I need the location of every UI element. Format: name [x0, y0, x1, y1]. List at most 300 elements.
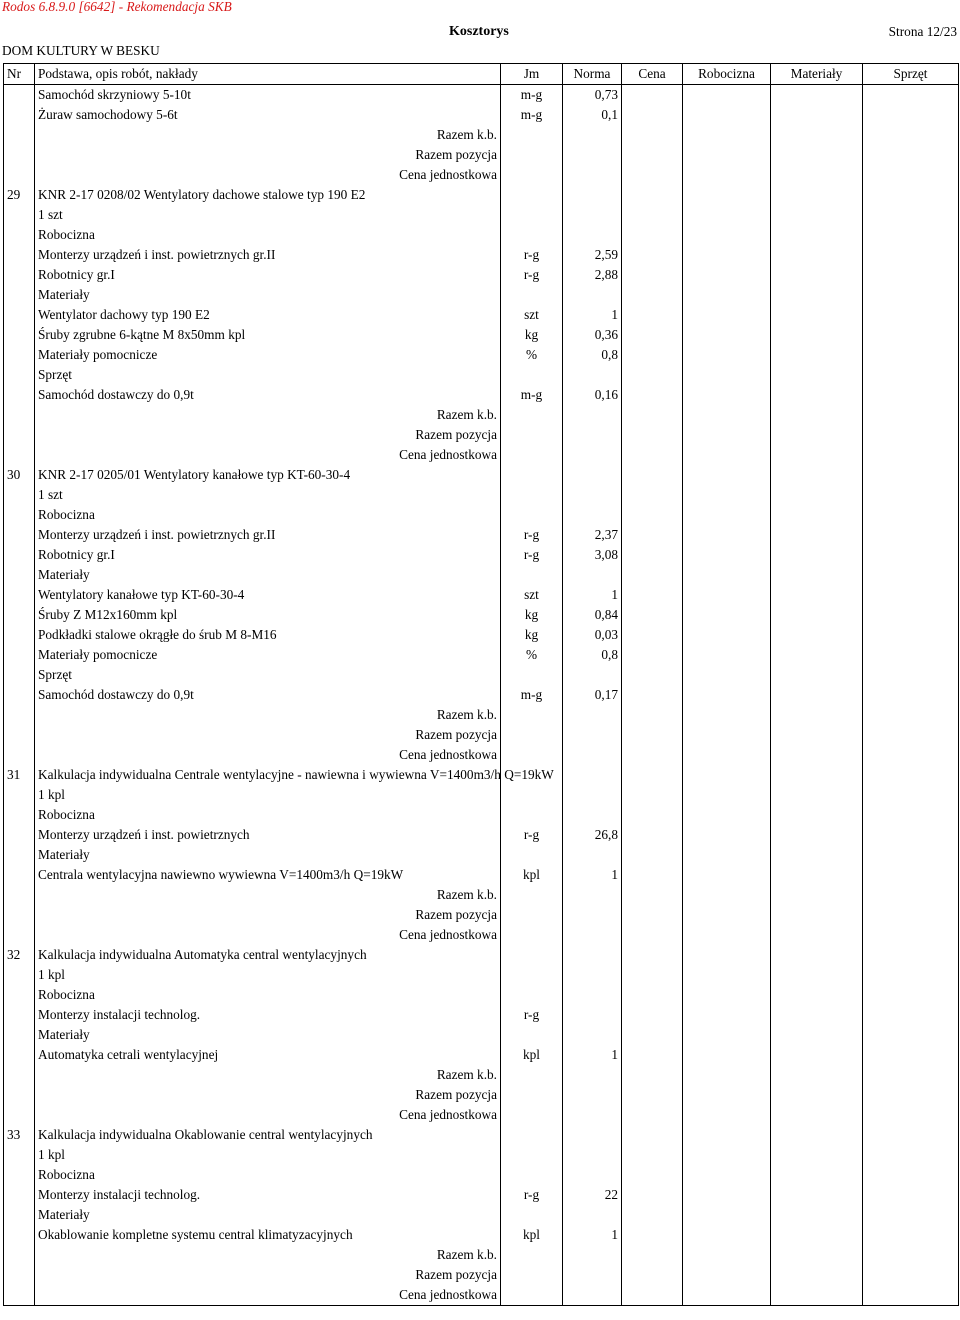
cell-cena [622, 1025, 683, 1045]
cell-robocizna [683, 785, 771, 805]
cell-sprzet [863, 845, 959, 865]
cell-norma [563, 565, 622, 585]
item-norm [563, 1005, 622, 1025]
item-norm: 0,36 [563, 325, 622, 345]
cell-cena [622, 1205, 683, 1225]
table-row [4, 645, 959, 665]
cell-sprzet [863, 765, 959, 785]
cell-nr [4, 165, 35, 185]
item-norm: 0,8 [563, 645, 622, 665]
cell-nr [4, 385, 35, 405]
cell-nr [4, 485, 35, 505]
cell-cena [622, 185, 683, 205]
cell-norma [563, 1165, 622, 1185]
cell-materialy [771, 145, 863, 165]
position-number: 29 [4, 185, 35, 205]
cell-cena [622, 645, 683, 665]
cell-norma [563, 1025, 622, 1045]
cell-sprzet [863, 485, 959, 505]
cell-sprzet [863, 1125, 959, 1145]
item-norm: 0,84 [563, 605, 622, 625]
cell-materialy [771, 1005, 863, 1025]
cell-sprzet [863, 1245, 959, 1265]
cell-robocizna [683, 325, 771, 345]
item-norm: 0,17 [563, 685, 622, 705]
cell-sprzet [863, 405, 959, 425]
cell-nr [4, 1145, 35, 1165]
cell-jm [501, 225, 563, 245]
cell-robocizna [683, 905, 771, 925]
cell-cena [622, 765, 683, 785]
cell-materialy [771, 1165, 863, 1185]
cell-cena [622, 485, 683, 505]
cell-robocizna [683, 485, 771, 505]
item-description: Samochód skrzyniowy 5-10t [35, 85, 501, 106]
item-description: Monterzy instalacji technolog. [35, 1185, 501, 1205]
cell-jm [501, 725, 563, 745]
summary-label: Razem k.b. [35, 1065, 501, 1085]
category-label: Sprzęt [35, 365, 501, 385]
cell-cena [622, 1125, 683, 1145]
cell-norma [563, 925, 622, 945]
cell-norma [563, 445, 622, 465]
document-type: Kosztorys [449, 24, 509, 39]
category-row [4, 365, 959, 385]
cell-robocizna [683, 925, 771, 945]
cell-materialy [771, 1285, 863, 1306]
cell-norma [563, 1065, 622, 1085]
cell-robocizna [683, 305, 771, 325]
cell-cena [622, 365, 683, 385]
cell-materialy [771, 105, 863, 125]
item-norm: 1 [563, 305, 622, 325]
cell-materialy [771, 1105, 863, 1125]
cell-materialy [771, 1025, 863, 1045]
cell-cena [622, 625, 683, 645]
cell-robocizna [683, 765, 771, 785]
cell-nr [4, 205, 35, 225]
item-description: Samochód dostawczy do 0,9t [35, 685, 501, 705]
item-norm: 3,08 [563, 545, 622, 565]
cell-robocizna [683, 585, 771, 605]
cell-nr [4, 745, 35, 765]
cell-materialy [771, 625, 863, 645]
cell-jm [501, 1025, 563, 1045]
summary-label: Razem pozycja [35, 725, 501, 745]
cell-robocizna [683, 685, 771, 705]
item-description: Materiały pomocnicze [35, 345, 501, 365]
category-row [4, 985, 959, 1005]
cell-jm [501, 1105, 563, 1125]
cell-nr [4, 605, 35, 625]
cell-sprzet [863, 565, 959, 585]
cell-norma [563, 1085, 622, 1105]
cell-norma [563, 845, 622, 865]
cell-nr [4, 125, 35, 145]
item-norm: 0,73 [563, 85, 622, 106]
table-row [4, 245, 959, 265]
cell-cena [622, 385, 683, 405]
cell-jm [501, 185, 563, 205]
cell-nr [4, 565, 35, 585]
category-row [4, 565, 959, 585]
item-unit: kg [501, 625, 563, 645]
cell-norma [563, 965, 622, 985]
cell-materialy [771, 705, 863, 725]
item-norm: 1 [563, 1045, 622, 1065]
position-unit: 1 kpl [35, 785, 501, 805]
summary-row [4, 1105, 959, 1125]
cell-materialy [771, 1225, 863, 1245]
cell-jm [501, 165, 563, 185]
cell-robocizna [683, 125, 771, 145]
summary-label: Razem k.b. [35, 705, 501, 725]
cell-robocizna [683, 825, 771, 845]
cell-sprzet [863, 305, 959, 325]
item-unit: r-g [501, 545, 563, 565]
item-unit: szt [501, 585, 563, 605]
unit-row [4, 485, 959, 505]
category-label: Materiały [35, 285, 501, 305]
cell-materialy [771, 785, 863, 805]
table-row [4, 605, 959, 625]
summary-row [4, 1065, 959, 1085]
item-norm: 2,37 [563, 525, 622, 545]
cell-cena [622, 805, 683, 825]
item-norm: 0,03 [563, 625, 622, 645]
category-row [4, 225, 959, 245]
item-norm: 22 [563, 1185, 622, 1205]
table-row [4, 1005, 959, 1025]
summary-row [4, 405, 959, 425]
cell-nr [4, 845, 35, 865]
table-header-row [4, 64, 959, 85]
item-unit: r-g [501, 245, 563, 265]
cell-norma [563, 425, 622, 445]
col-cena: Cena [622, 64, 683, 85]
category-label: Robocizna [35, 505, 501, 525]
cell-materialy [771, 505, 863, 525]
cell-sprzet [863, 285, 959, 305]
position-description: KNR 2-17 0208/02 Wentylatory dachowe stalowe typ 190 E2 [35, 185, 501, 205]
cell-sprzet [863, 685, 959, 705]
cell-sprzet [863, 165, 959, 185]
cell-norma [563, 1105, 622, 1125]
cost-estimate-table [3, 63, 959, 1306]
category-label: Robocizna [35, 1165, 501, 1185]
cell-sprzet [863, 805, 959, 825]
cell-robocizna [683, 545, 771, 565]
cell-robocizna [683, 1085, 771, 1105]
item-norm: 2,88 [563, 265, 622, 285]
cell-sprzet [863, 865, 959, 885]
category-label: Materiały [35, 1025, 501, 1045]
cell-robocizna [683, 1045, 771, 1065]
cell-norma [563, 1125, 622, 1145]
table-row [4, 625, 959, 645]
cell-sprzet [863, 1165, 959, 1185]
item-unit: kg [501, 325, 563, 345]
cell-materialy [771, 985, 863, 1005]
item-description: Monterzy urządzeń i inst. powietrznych [35, 825, 501, 845]
unit-row [4, 965, 959, 985]
cell-nr [4, 865, 35, 885]
cell-materialy [771, 305, 863, 325]
cell-cena [622, 685, 683, 705]
cell-cena [622, 1285, 683, 1306]
position-description: KNR 2-17 0205/01 Wentylatory kanałowe typ KT-60-30-4 [35, 465, 501, 485]
cell-robocizna [683, 625, 771, 645]
cell-robocizna [683, 985, 771, 1005]
cell-norma [563, 465, 622, 485]
cell-nr [4, 345, 35, 365]
category-row [4, 1025, 959, 1045]
cell-nr [4, 1205, 35, 1225]
cell-sprzet [863, 105, 959, 125]
cell-sprzet [863, 445, 959, 465]
cell-sprzet [863, 225, 959, 245]
position-number: 32 [4, 945, 35, 965]
item-unit: m-g [501, 85, 563, 106]
cell-robocizna [683, 425, 771, 445]
cell-nr [4, 885, 35, 905]
cell-materialy [771, 1185, 863, 1205]
cell-materialy [771, 605, 863, 625]
category-label: Materiały [35, 845, 501, 865]
position-row [4, 945, 959, 965]
cell-nr [4, 1065, 35, 1085]
project-name: DOM KULTURY W BESKU [2, 43, 160, 58]
category-row [4, 805, 959, 825]
summary-row [4, 1265, 959, 1285]
cell-jm [501, 405, 563, 425]
cell-robocizna [683, 945, 771, 965]
item-unit: m-g [501, 105, 563, 125]
cell-sprzet [863, 925, 959, 945]
item-description: Żuraw samochodowy 5-6t [35, 105, 501, 125]
cell-norma [563, 285, 622, 305]
cell-norma [563, 785, 622, 805]
cell-norma [563, 505, 622, 525]
cell-cena [622, 1145, 683, 1165]
cell-jm [501, 485, 563, 505]
cell-robocizna [683, 1245, 771, 1265]
cell-sprzet [863, 1185, 959, 1205]
cell-sprzet [863, 705, 959, 725]
position-number: 30 [4, 465, 35, 485]
cell-nr [4, 85, 35, 106]
cell-materialy [771, 405, 863, 425]
cell-materialy [771, 325, 863, 345]
cell-cena [622, 165, 683, 185]
col-norma: Norma [563, 64, 622, 85]
cell-materialy [771, 385, 863, 405]
cell-robocizna [683, 1225, 771, 1245]
cell-materialy [771, 445, 863, 465]
position-unit: 1 kpl [35, 965, 501, 985]
cell-sprzet [863, 505, 959, 525]
cell-materialy [771, 245, 863, 265]
cell-materialy [771, 205, 863, 225]
category-label: Sprzęt [35, 665, 501, 685]
cell-materialy [771, 925, 863, 945]
cell-nr [4, 265, 35, 285]
cell-robocizna [683, 1145, 771, 1165]
cell-sprzet [863, 745, 959, 765]
cell-cena [622, 145, 683, 165]
cell-cena [622, 1225, 683, 1245]
cell-sprzet [863, 1265, 959, 1285]
cell-materialy [771, 845, 863, 865]
cell-nr [4, 1265, 35, 1285]
cell-cena [622, 985, 683, 1005]
cell-nr [4, 445, 35, 465]
cell-robocizna [683, 85, 771, 106]
cell-norma [563, 485, 622, 505]
cell-sprzet [863, 1285, 959, 1306]
cell-materialy [771, 665, 863, 685]
item-description: Materiały pomocnicze [35, 645, 501, 665]
item-unit: kpl [501, 865, 563, 885]
cell-sprzet [863, 585, 959, 605]
cell-norma [563, 885, 622, 905]
cell-cena [622, 1065, 683, 1085]
col-sprzet: Sprzęt [863, 64, 959, 85]
cell-norma [563, 1285, 622, 1306]
table-row [4, 585, 959, 605]
cell-jm [501, 1145, 563, 1165]
cell-materialy [771, 465, 863, 485]
cell-cena [622, 1265, 683, 1285]
item-unit: r-g [501, 525, 563, 545]
cell-materialy [771, 265, 863, 285]
cell-norma [563, 665, 622, 685]
cell-cena [622, 225, 683, 245]
cell-materialy [771, 645, 863, 665]
cell-jm [501, 125, 563, 145]
cell-materialy [771, 745, 863, 765]
cell-robocizna [683, 965, 771, 985]
cell-robocizna [683, 745, 771, 765]
item-description: Okablowanie kompletne systemu central klimatyzacyjnych [35, 1225, 501, 1245]
cell-jm [501, 665, 563, 685]
cell-materialy [771, 1205, 863, 1225]
cell-jm [501, 945, 563, 965]
cell-robocizna [683, 185, 771, 205]
cell-materialy [771, 525, 863, 545]
item-unit: r-g [501, 1005, 563, 1025]
cell-materialy [771, 945, 863, 965]
cell-nr [4, 1005, 35, 1025]
item-description: Robotnicy gr.I [35, 265, 501, 285]
cell-cena [622, 885, 683, 905]
cell-robocizna [683, 205, 771, 225]
item-description: Monterzy urządzeń i inst. powietrznych gr.II [35, 525, 501, 545]
cell-cena [622, 585, 683, 605]
cell-robocizna [683, 1105, 771, 1125]
cell-robocizna [683, 1125, 771, 1145]
cell-nr [4, 645, 35, 665]
cell-cena [622, 525, 683, 545]
item-unit: kg [501, 605, 563, 625]
page-number: Strona 12/23 [888, 24, 957, 39]
cell-materialy [771, 585, 863, 605]
table-row [4, 685, 959, 705]
cell-jm [501, 705, 563, 725]
cell-cena [622, 1085, 683, 1105]
cell-nr [4, 305, 35, 325]
cell-nr [4, 925, 35, 945]
table-row [4, 265, 959, 285]
cell-sprzet [863, 1205, 959, 1225]
cell-jm [501, 565, 563, 585]
cell-jm [501, 365, 563, 385]
cell-materialy [771, 225, 863, 245]
item-description: Centrala wentylacyjna nawiewno wywiewna V=1400m3/h Q=19kW [35, 865, 501, 885]
cell-robocizna [683, 145, 771, 165]
cell-sprzet [863, 985, 959, 1005]
summary-label: Cena jednostkowa [35, 1105, 501, 1125]
cell-materialy [771, 425, 863, 445]
cell-cena [622, 1185, 683, 1205]
cell-materialy [771, 725, 863, 745]
cell-cena [622, 1165, 683, 1185]
position-row [4, 465, 959, 485]
cell-jm [501, 985, 563, 1005]
cell-nr [4, 685, 35, 705]
cell-norma [563, 365, 622, 385]
cell-materialy [771, 685, 863, 705]
cell-jm [501, 745, 563, 765]
summary-row [4, 905, 959, 925]
cell-materialy [771, 865, 863, 885]
col-materialy: Materiały [771, 64, 863, 85]
cell-cena [622, 125, 683, 145]
item-unit: % [501, 645, 563, 665]
cell-cena [622, 1045, 683, 1065]
table-row [4, 105, 959, 125]
cell-cena [622, 405, 683, 425]
cell-jm [501, 1085, 563, 1105]
cell-materialy [771, 285, 863, 305]
summary-row [4, 125, 959, 145]
table-row [4, 85, 959, 106]
cell-nr [4, 1165, 35, 1185]
item-unit: % [501, 345, 563, 365]
category-row [4, 1165, 959, 1185]
cell-cena [622, 445, 683, 465]
cell-cena [622, 665, 683, 685]
cell-nr [4, 505, 35, 525]
cell-robocizna [683, 725, 771, 745]
cell-cena [622, 965, 683, 985]
cell-sprzet [863, 545, 959, 565]
item-unit: r-g [501, 825, 563, 845]
cell-nr [4, 225, 35, 245]
summary-label: Cena jednostkowa [35, 1285, 501, 1306]
position-number: 31 [4, 765, 35, 785]
cell-sprzet [863, 1105, 959, 1125]
cell-sprzet [863, 525, 959, 545]
cell-robocizna [683, 525, 771, 545]
cell-cena [622, 605, 683, 625]
cell-sprzet [863, 665, 959, 685]
cell-nr [4, 785, 35, 805]
position-unit: 1 szt [35, 205, 501, 225]
table-row [4, 385, 959, 405]
cell-norma [563, 405, 622, 425]
cell-norma [563, 745, 622, 765]
